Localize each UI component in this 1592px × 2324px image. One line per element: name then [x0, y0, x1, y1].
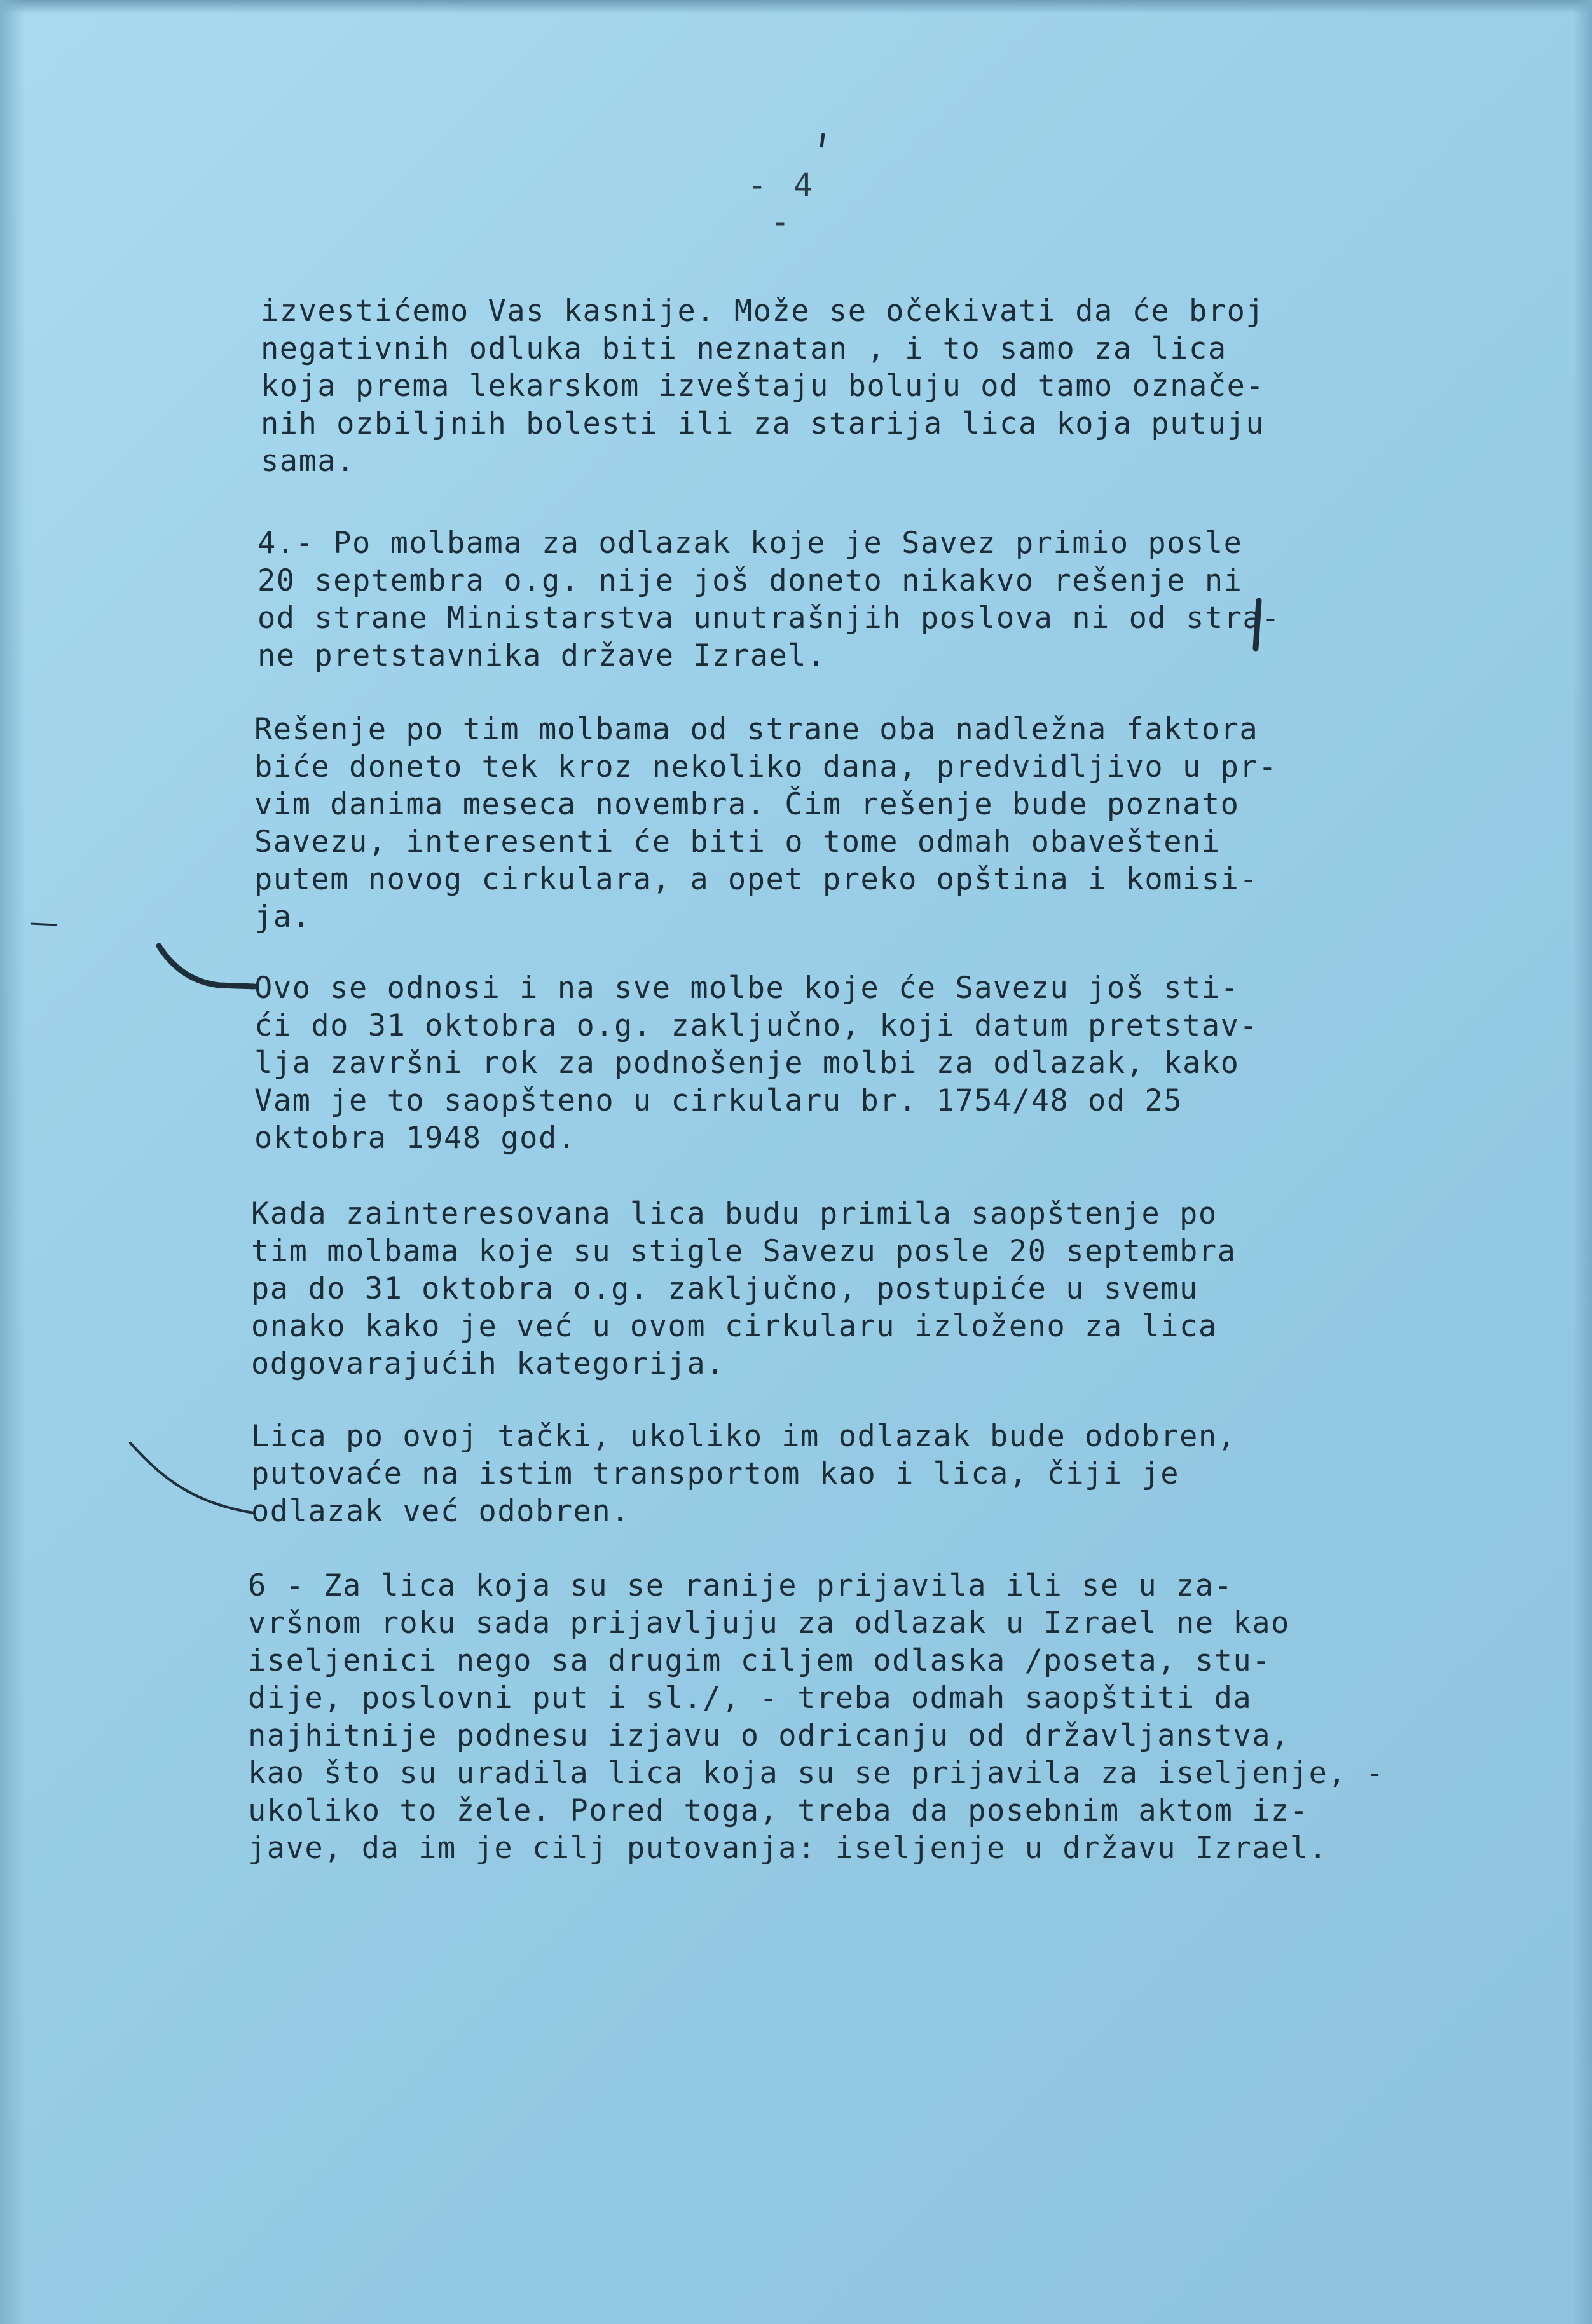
text-line: ukoliko to žele. Pored toga, treba da posebnim aktom iz-: [248, 1793, 1309, 1828]
text-line: oktobra 1948 god.: [254, 1121, 577, 1156]
text-line: putovaće na istim transportom kao i lica, čiji je: [251, 1456, 1180, 1491]
text-line: iseljenici nego sa drugim ciljem odlaska /poseta, stu-: [248, 1643, 1272, 1678]
text-line: dije, poslovni put i sl./, - treba odmah saopštiti da: [248, 1681, 1252, 1716]
text-line: kao što su uradila lica koja su se prijavila za iseljenje, -: [248, 1756, 1385, 1791]
text-line: biće doneto tek kroz nekoliko dana, predvidljivo u pr-: [254, 749, 1278, 784]
text-line: Kada zainteresovana lica budu primila saopštenje po: [251, 1196, 1218, 1231]
text-line: sama.: [261, 444, 355, 479]
text-line: 20 septembra o.g. nije još doneto nikakvo rešenje ni: [257, 563, 1243, 598]
paragraph-6: [251, 1418, 1402, 1530]
text-line: Ovo se odnosi i na sve molbe koje će Savezu još sti-: [254, 971, 1240, 1006]
text-line: izvestićemo Vas kasnije. Može se očekivati da će broj: [261, 294, 1265, 329]
scan-edge-left: [0, 0, 25, 2324]
pen-stroke-top: [821, 133, 823, 147]
text-line: Savezu, interesenti će biti o tome odmah obavešteni: [254, 824, 1221, 859]
pen-stroke-left-margin: [31, 924, 57, 925]
text-line: negativnih odluka biti neznatan , i to samo za lica: [261, 331, 1227, 366]
text-line: vršnom roku sada prijavljuju za odlazak u Izrael ne kao: [248, 1606, 1290, 1641]
scan-edge-top: [0, 0, 1592, 14]
text-line: Rešenje po tim molbama od strane oba nadležna faktora: [254, 712, 1259, 747]
text-line: jave, da im je cilj putovanja: iseljenje u državu Izrael.: [248, 1831, 1328, 1866]
text-line: najhitnije podnesu izjavu o odricanju od državljanstva,: [248, 1718, 1290, 1753]
paragraph-1: [261, 292, 1411, 480]
scan-edge-right: [1573, 0, 1592, 2324]
text-line: ći do 31 oktobra o.g. zaključno, koji datum pretstav-: [254, 1008, 1259, 1043]
text-line: onako kako je već u ovom cirkularu izloženo za lica: [251, 1309, 1218, 1344]
text-line: 6 - Za lica koja su se ranije prijavila ili se u za-: [248, 1568, 1233, 1603]
paragraph-7: [248, 1567, 1399, 1867]
paragraph-4: [254, 969, 1405, 1157]
text-line: Lica po ovoj tački, ukoliko im odlazak bude odobren,: [251, 1419, 1237, 1454]
page-number: - 4 -: [747, 167, 817, 240]
text-line: nih ozbiljnih bolesti ili za starija lica koja putuju: [261, 406, 1265, 441]
paragraph-3: [254, 711, 1405, 936]
text-line: pa do 31 oktobra o.g. zaključno, postupiće u svemu: [251, 1271, 1198, 1306]
paragraph-5: [251, 1195, 1402, 1383]
text-line: odlazak već odobren.: [251, 1494, 630, 1529]
pen-stroke-paragraph-4: [159, 946, 254, 987]
text-line: Vam je to saopšteno u cirkularu br. 1754/48 od 25: [254, 1083, 1183, 1118]
text-line: putem novog cirkulara, a opet preko opština i komisi-: [254, 862, 1259, 897]
text-line: ja.: [254, 899, 312, 934]
paragraph-2: [257, 524, 1408, 674]
text-line: lja završni rok za podnošenje molbi za odlazak, kako: [254, 1046, 1240, 1081]
text-line: 4.- Po molbama za odlazak koje je Savez primio posle: [257, 526, 1243, 561]
text-line: vim danima meseca novembra. Čim rešenje bude poznato: [254, 787, 1240, 822]
text-line: tim molbama koje su stigle Savezu posle 20 septembra: [251, 1234, 1237, 1269]
text-line: ne pretstavnika države Izrael.: [257, 638, 826, 673]
pen-stroke-paragraph-6: [130, 1443, 254, 1513]
text-line: odgovarajućih kategorija.: [251, 1346, 725, 1381]
text-line: od strane Ministarstva unutrašnjih poslova ni od stra-: [257, 601, 1281, 636]
text-line: koja prema lekarskom izveštaju boluju od tamo označe-: [261, 369, 1265, 404]
